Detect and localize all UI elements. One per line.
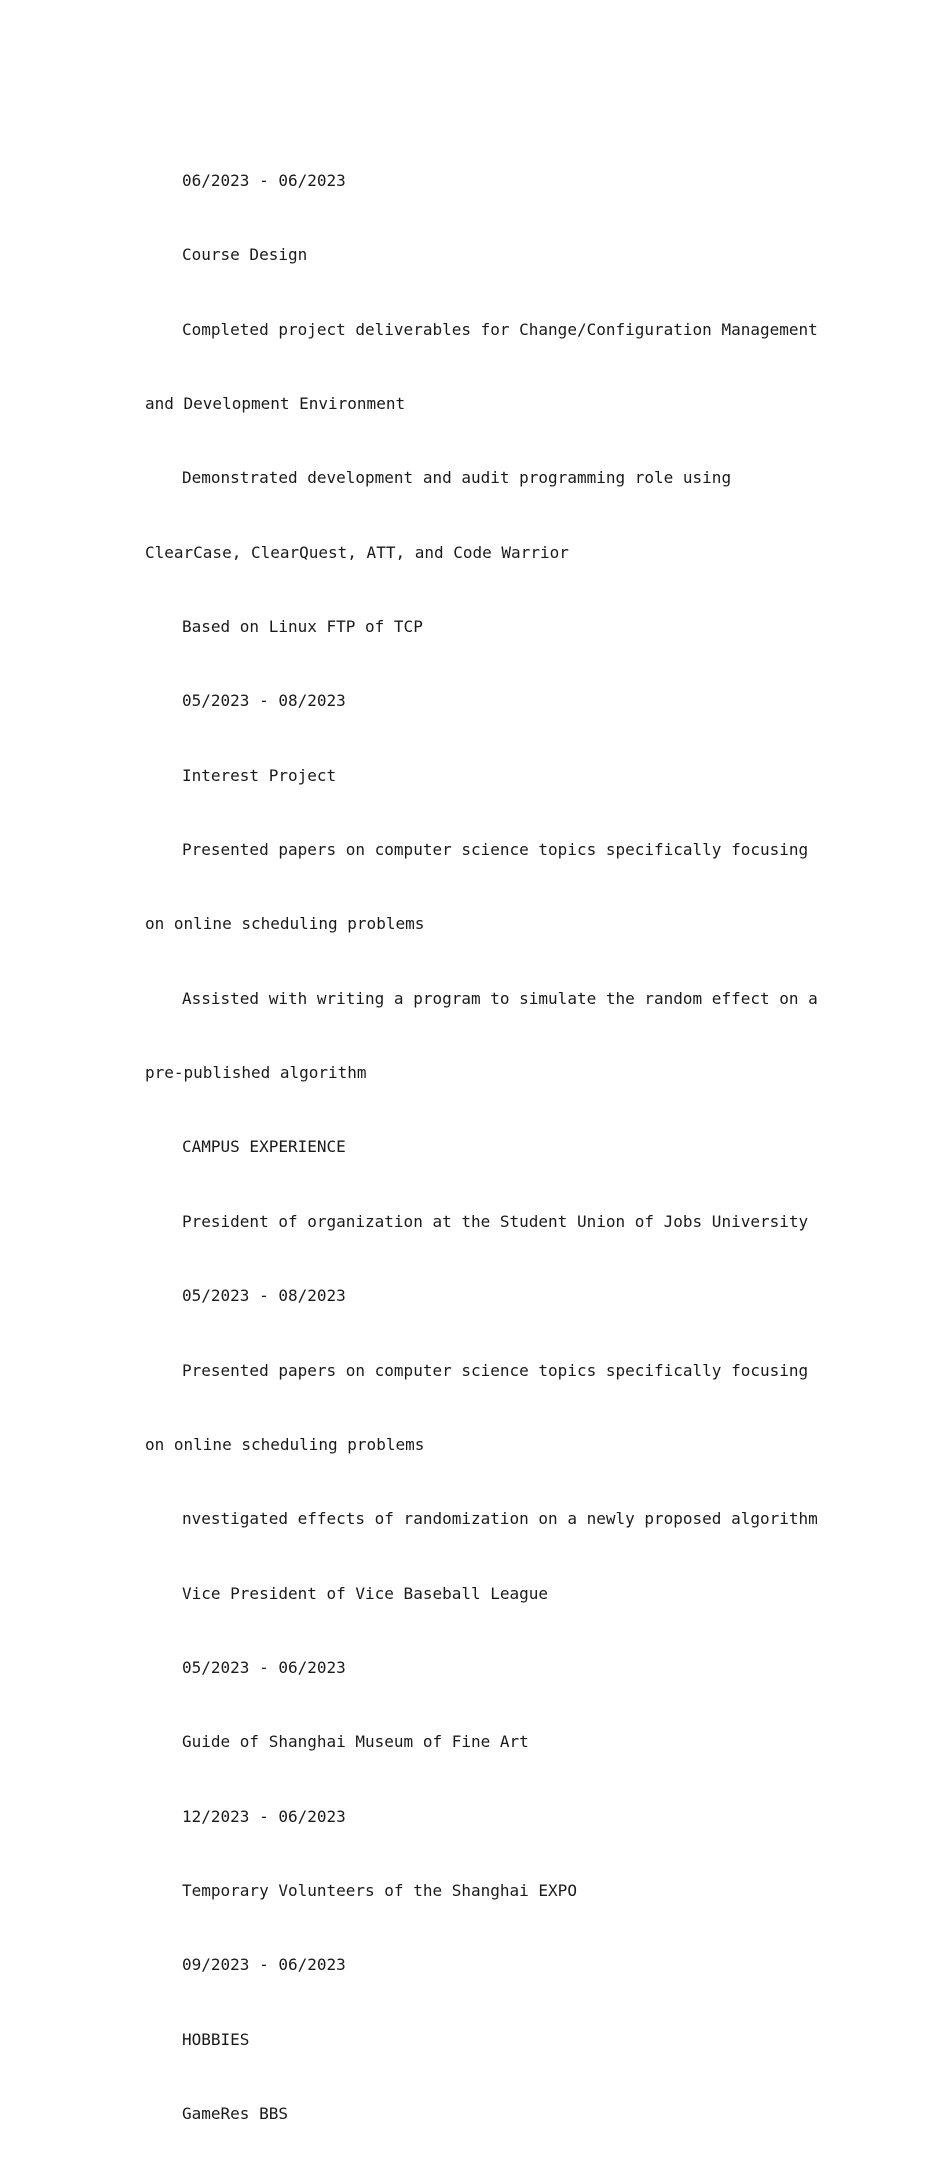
role-title: Guide of Shanghai Museum of Fine Art [182,1732,529,1752]
project-title: Interest Project [182,765,337,785]
paragraph-line: Assisted with writing a program to simulate the random effect on a [182,988,818,1008]
paragraph-line: nvestigated effects of randomization on a newly proposed algorithm [182,1509,818,1529]
role-title: Temporary Volunteers of the Shanghai EXPO [182,1880,577,1900]
date-range: 06/2023 - 06/2023 [182,171,346,190]
paragraph-line: Presented papers on computer science topics specifically focusing [182,840,809,860]
date-range: 09/2023 - 06/2023 [182,1955,346,1975]
paragraph-line: Based on Linux FTP of TCP [182,617,423,637]
role-title: President of organization at the Student Union of Jobs University [182,1211,809,1231]
paragraph-line: Presented papers on computer science topics specifically focusing [182,1360,809,1380]
hobby-item: GameRes BBS [182,2103,288,2123]
paragraph-line: on online scheduling problems [145,1434,425,1454]
document-body [145,125,818,2170]
role-title: Vice President of Vice Baseball League [182,1583,549,1603]
paragraph-line: Completed project deliverables for Change/Configuration Management [182,319,818,339]
date-range: 05/2023 - 08/2023 [182,1286,346,1306]
section-heading: HOBBIES [182,2029,250,2049]
section-heading: CAMPUS EXPERIENCE [182,1137,346,1157]
date-range: 05/2023 - 08/2023 [182,691,346,711]
date-range: 05/2023 - 06/2023 [182,1657,346,1677]
paragraph-line: ClearCase, ClearQuest, ATT, and Code Warrior [145,542,569,562]
paragraph-line: Demonstrated development and audit programming role using [182,468,732,488]
date-range: 12/2023 - 06/2023 [182,1806,346,1826]
paragraph-line: pre-published algorithm [145,1063,367,1083]
paragraph-line: on online scheduling problems [145,914,425,934]
project-title: Course Design [182,245,308,265]
paragraph-line: and Development Environment [145,394,406,414]
